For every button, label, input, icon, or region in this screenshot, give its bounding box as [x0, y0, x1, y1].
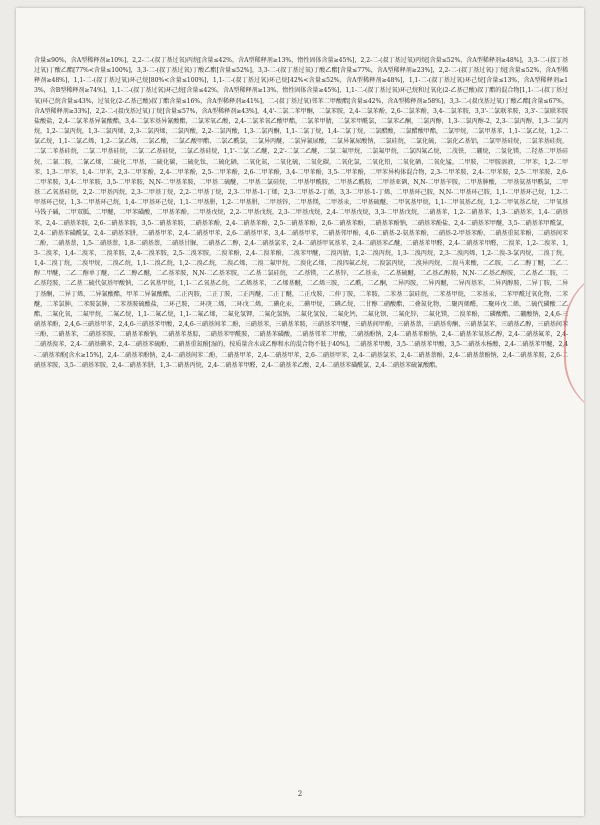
page-number: 2: [297, 790, 303, 798]
document-page: [16, 8, 584, 816]
body-paragraph: 含量≤90%，含A型稀释剂≥10%]，2,2-二-(叔丁基过氧)丙烷[含量≤42%，含A型稀释剂≥13%，惰性固体含量≥45%]，2,2-二-(叔丁基过氧)丙烷[含量≤52%，含A型稀释剂≥48%]，3,3-二-(叔丁基过氧)丁酸乙酯[77%<含量≤100%]，3,3-二-(叔丁基过氧)丁酸乙酯[含量≤52%]，3,3-二-(叔丁基过氧)丁酸乙酯[含量≤77%，含A型稀释剂≥23%]，2,2-二-(叔丁基过氧)丁烷[含量≤52%，含A型稀释剂≥48%]，1,1-二-(叔丁基过氧)环己烷[80%<含量≤100%]，1,1-二-(叔丁基过氧)环己烷[42%<含量≤52%，含A型稀释剂≥48%]，1,1-二-(叔丁基过氧)环己烷[含量≤13%，含A型稀释剂≥13%，含B型稀释剂≥74%]，1,1-二-(叔丁基过氧)环己烷[含量≤42%，含A型稀释剂≥13%，惰性固体含量≥45%]，1,1-二-(叔丁基过氧)环己烷和过氧化(2-乙基己酸)叔丁酯的混合物[1,1-二-(叔丁基过氧)环己烷含量≤43%，过氧化(2-乙基己酸)叔丁酯含量≤16%，含A型稀释剂≥41%]，二-(叔丁基过氧)邻苯二甲酸酯[含量≤42%，含A型稀释剂≥58%]，3,3-二-(叔戊基过氧)丁酸乙酯[含量≤67%，含A型稀释剂≥33%]，2,2-二-(叔戊基过氧)丁烷[含量≤57%，含A型稀释剂≥43%]，4,4'-二氯二苯甲酮，二氯苯胺，2,4-二氯苯酚，2,6-二氯苯酚，3,4-二氯苯胺，3,3'-二氯联苯胺，3,3'-二氯联苯胺盐酸盐，2,4-二氯苯基异氰酸酯，3,4-二氯苯基异氰酸酯，二氯苯氧乙酸，2,4-二氯苯氧乙酸甲酯，二氯苯甲腈，二氯苯甲酰氯，二氯苯乙酮，二氯丙醇，1,3-二氯丙醇-2，2,3-二氯丙醇，1,3-二氯丙烷，1,2-二氯丙烷，1,3-二氯丙烯，2,3-二氯丙烯，二氯丙酸，2,2-二氯丙酸，1,3-二氯丙酮，1,1-二氯丁烷，1,4-二氯丁烷，二氯醋酸，二氯醋酸甲酯，二氯甲烷，二氯甲基苯，1,1-二氯乙烷，1,2-二氯乙烷，1,1-二氯乙烯，1,2-二氯乙烯，二氯乙酸，二氯乙酸甲酯，二氯乙酰氯，二氯异丙醚，二氯异氰尿酸，二氯异氰尿酸钠，二氯硅烷，二氯化硫，二氯化乙基铝，二氯甲基硅烷，二氯苯基硅烷，二氯二苯基硅烷，二氯二甲基硅烷，二氯二乙基硅烷，二氯乙基硅烷，1,1'-二氯二乙醚，2,2'-二氯二乙醚，二氯二氟甲烷，二氯氟甲烷，二氯四氟乙烷，二茂铁，二硼烷，二氢化镁，二羟基二甲基硅烷，二氰二胺，二氰乙烯，二硫化二甲基，二硫化碳，二硫化钛，二硫化硒，二氧化氮，二氧化硫，二氧化碳，二氧化氯，二氧化铅，二氧化硒，二氧化锰，二甲胺，二甲胺溶液，二甲苯，1,2-二甲苯，1,3-二甲苯，1,4-二甲苯，2,3-二甲苯酚，2,4-二甲苯酚，2,5-二甲苯酚，2,6-二甲苯酚，3,4-二甲苯酚，3,5-二甲苯酚，二甲苯异构体混合物，2,3-二甲苯胺，2,4-二甲苯胺，2,5-二甲苯胺，2,6-二甲苯胺，3,4-二甲苯胺，3,5-二甲苯胺，N,N-二甲基苯胺，二甲基二硫醚，二甲基二氯硅烷，二甲基甲酰胺，二甲基乙酰胺，二甲基亚砜，N,N-二甲基苄胺，二甲基胂酸，二甲基氨基甲酰氯，二甲基二乙氧基硅烷，2,2-二甲基丙烷，2,3-二甲基丁烷，2,2-二甲基丁烷，2,3-二甲基-1-丁烯，2,3-二甲基-2-丁烯，3,3-二甲基-1-丁烯，二甲基环己胺，N,N-二甲基环己胺，1,1-二甲基环己烷，1,2-二甲基环己烷，1,3-二甲基环己烷，1,4-二甲基环己烷，1,1-二甲基肼，1,2-二甲基肼，二甲基锌，二甲基镁，二甲基汞，二甲基硫醚，二甲氧基甲烷，1,1-二甲氧基乙烷，1,2-二甲氧基乙烷，二甲氧基马钱子碱，二甲双胍，二甲醚，二甲苯磺酸，二甲基苯酚，二甲基戊烷，2,2-二甲基戊烷，2,3-二甲基戊烷，2,4-二甲基戊烷，3,3-二甲基戊烷，二硝基苯，1,2-二硝基苯，1,3-二硝基苯，1,4-二硝基苯，2,4-二硝基苯胺，2,6-二硝基苯胺，3,5-二硝基苯胺，二硝基苯酚，2,4-二硝基苯酚，2,5-二硝基苯酚，2,6-二硝基苯酚，二硝基苯酚钠，二硝基苯酚盐，2,4-二硝基苯甲醚，3,5-二硝基苯甲酰氯，2,4-二硝基苯磺酰氯，2,4-二硝基苯肼，二硝基甲苯，2,4-二硝基甲苯，2,6-二硝基甲苯，3,4-二硝基甲苯，二硝基邻甲酚，4,6-二硝基-2-氨基苯酚，二硝基-2-甲基苯酚，二硝基重氮苯酚，二硝基间苯二酚，二硝基萘，1,5-二硝基萘，1,8-二硝基萘，二硝基甘脲，二硝基乙二醇，2,4-二硝基氯苯，2,4-二硝基甲氧基苯，2,4-二硝基苯乙醚，二硝基苯甲醛，2,4-二硝基苯甲醛，二溴苯，1,2-二溴苯，1,3-二溴苯，1,4-二溴苯，二溴苯胺，2,4-二溴苯胺，2,5-二溴苯胺，二溴苯酚，2,4-二溴苯酚，二溴苯甲醚，二溴丙腈，1,2-二溴丙烷，1,3-二溴丙烷，2,3-二溴丙烯，1,2-二溴-3-氯丙烷，二溴丁烷，1,4-二溴丁烷，二溴甲烷，二溴乙烷，1,1-二溴乙烷，1,2-二溴乙烷，二溴乙烯，二溴二氟甲烷，二溴化乙烯，二溴四氟乙烷，二溴氯丙烷，二溴异丙烷，二溴马来酸，二乙胺，二乙二醇丁醚，二乙二醇二甲醚，二乙二醇单丁醚，二乙二醇乙醚，二乙基苯胺，N,N-二乙基苯胺，二乙基二氯硅烷，二乙基镁，二乙基锌，二乙基汞，二乙基硫醚，二乙基乙醇胺，N,N-二乙基乙醇胺，二乙基乙二胺，二乙基羟胺，二乙基二硫代氨基甲酸钠，二乙氧基甲烷，1,1-二乙氧基乙烷，二乙烯基苯，二乙烯基醚，二乙烯三胺，二乙酰，二乙酮，二异丙胺，二异丙醚，二异丙基苯，二异丙醇胺，二异丁胺，二异丁基酮，二异丁烯，二异氰酸酯，甲苯二异氰酸酯，二正丙胺，二正丁胺，二正丙醚，二正丁醚，二正戊胺，二仲丁胺，二苯胺，二苯基二氯硅烷，二苯基甲烷，二苯基汞，二苯甲酰过氧化物，二苯醚，二苯氯胂，二苯胺氯胂，二苯基胺硫酸盐，二环己胺，二环庚二烯，二环戊二烯，二碘化汞，二碘甲烷，二碘乙烷，二甘醇二硝酸酯，二叠氮化物，二聚丙烯醛，二聚环戊二烯，二硫代磷酸二乙酯，二氟化氧，二氟甲烷，二氟乙烷，1,1-二氟乙烷，1,1-二氟乙烯，二氟化氢钾，二氟化氢钠，二氟化氢铵，二氟化钙，二氟化钡，二氟化锌，二氟化镁，二溴苯酚，二磷酸酯，二硼酸钠，2,4,6-三硝基苯酚，2,4,6-三硝基甲苯，2,4,6-三硝基苯甲酸，2,4,6-三硝基间苯二酚，三硝基苯，三硝基苯胺，三硝基苯甲醚，三硝基间甲酚，三硝基萘，三硝基芴酮，三硝基氯苯，三硝基乙醇，三硝基间苯三酚，二硝基苯，二硝基苯胺，二硝基苯酚钠，二硝基苯基腙，二硝基苯甲酰胺，二硝基苯磺酸，二硝基邻苯二甲酸，二硝基酚钠，2,4-二硝基苯酚钠，2,4-二硝基苯氧基乙醇，2,4-二硝基氟苯，2,4-二硝基溴苯，2,4-二硝基碘苯，2,4-二硝基苯硫酚，二硝基重氮酚[湿的，按质量含水或乙醇和水的混合物不低于40%]，二硝基苯甲酸，3,5-二硝基苯甲酸，3,5-二硝基水杨酸，2,4-二硝基苯甲醚，2,4-二硝基苯酚[含水≥15%]，2,4-二硝基苯酚钠，2,4-二硝基间苯二酚，二硝基甲苯，2,4-二硝基甲苯，2,6-二硝基甲苯，2,4-二硝基氯苯，2,4-二硝基萘酚，2,4-二硝基萘酚钠，2,4-二硝基苯胺，2,6-二硝基苯胺，3,5-二硝基苯胺，2,4-二硝基苯肼，1,3-二硝基丙烷，2,4-二硝基苯甲醛，2,4-二硝基苯乙酸，2,4-二硝基苯磺酰氯，2,4-二硝基苯硫氰酸酯。: [34, 57, 568, 369]
